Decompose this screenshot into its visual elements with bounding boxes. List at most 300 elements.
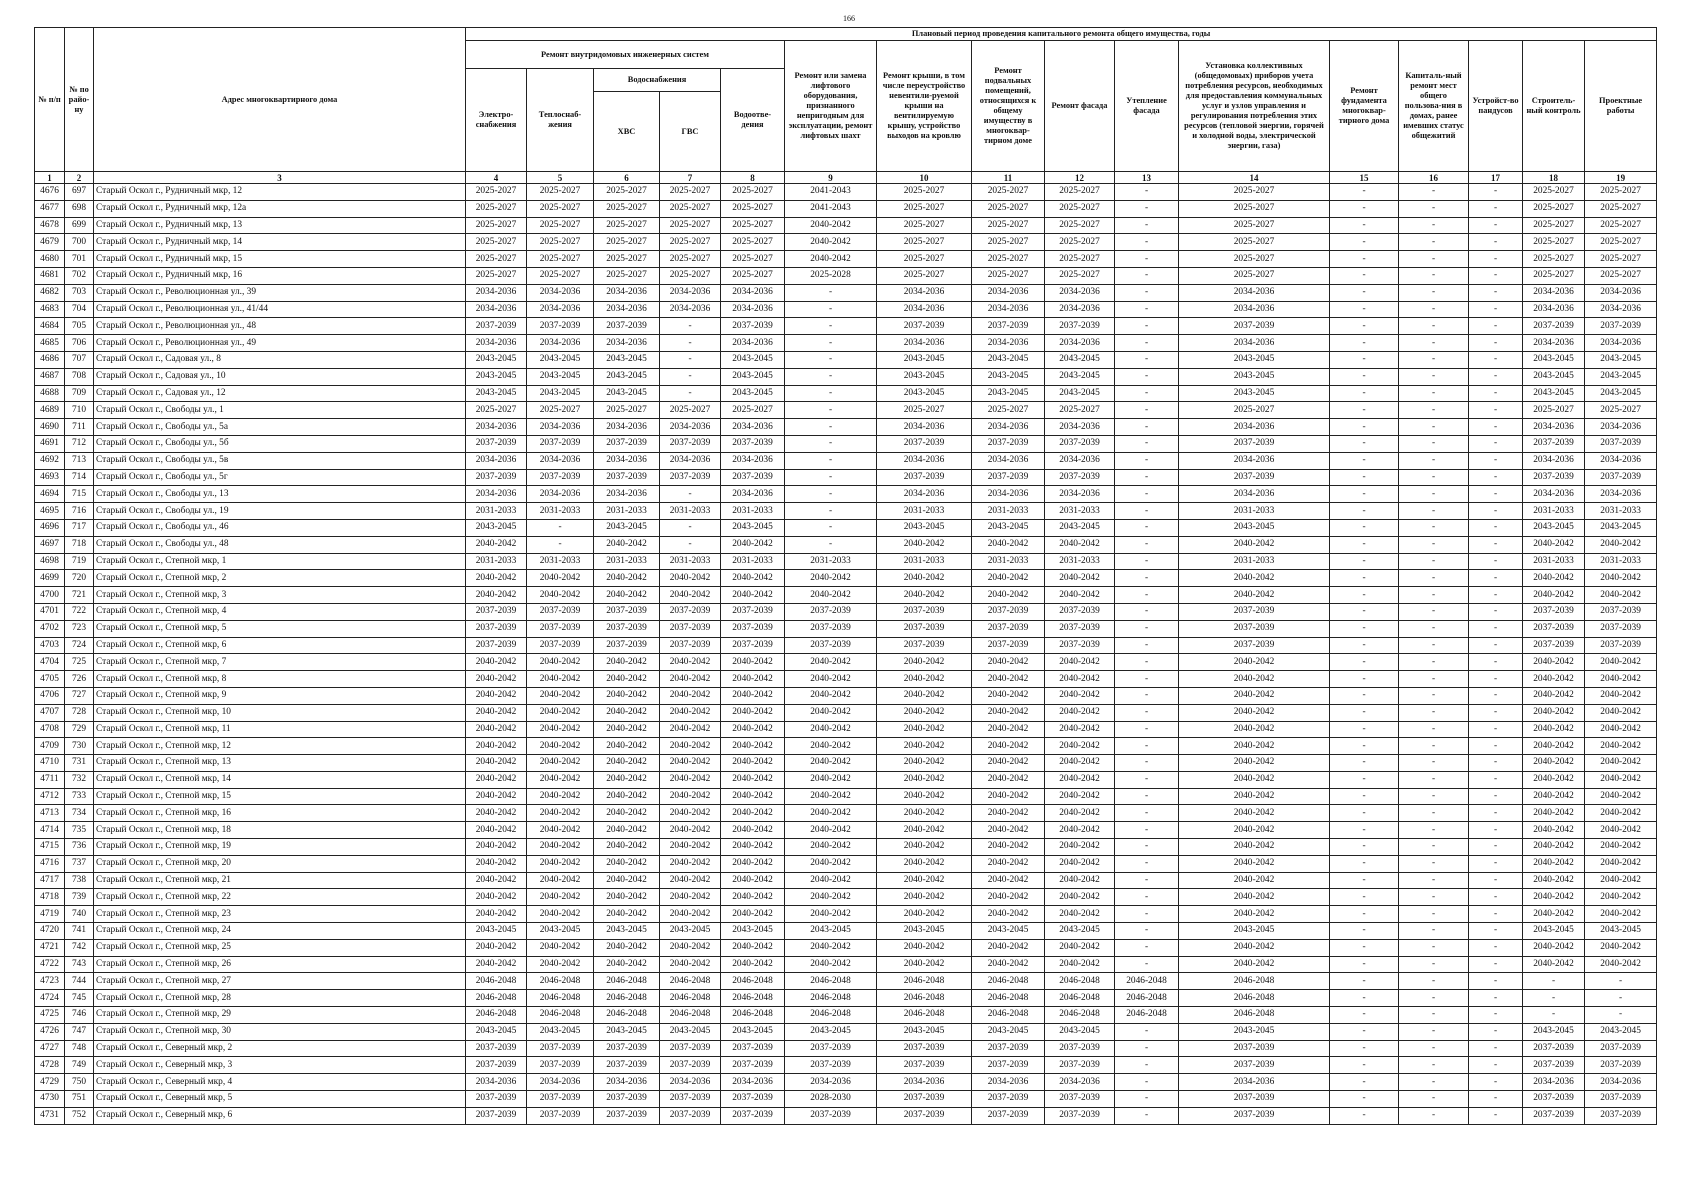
cell-drainage: 2040-2042	[721, 855, 785, 872]
cell-ramps: -	[1469, 469, 1523, 486]
table-row	[35, 1057, 1657, 1074]
cell-address: Старый Оскол г., Степной мкр, 25	[94, 939, 466, 956]
cell-heating: 2040-2042	[527, 721, 594, 738]
cell-num-district: 720	[65, 570, 94, 587]
cell-facade-insulation: -	[1115, 503, 1179, 520]
cell-cold-water: 2034-2036	[594, 301, 660, 318]
cell-design-works: 2025-2027	[1585, 267, 1657, 284]
cell-facade: 2034-2036	[1045, 284, 1115, 301]
cell-roof: 2034-2036	[877, 335, 972, 352]
cell-electricity: 2040-2042	[466, 721, 527, 738]
table-row	[35, 587, 1657, 604]
cell-facade-insulation: -	[1115, 671, 1179, 688]
cell-electricity: 2043-2045	[466, 385, 527, 402]
table-row	[35, 368, 1657, 385]
cell-construction-control: 2040-2042	[1523, 771, 1585, 788]
cell-electricity: 2025-2027	[466, 402, 527, 419]
cell-drainage: 2040-2042	[721, 654, 785, 671]
cell-meters: 2040-2042	[1179, 906, 1330, 923]
cell-foundation: -	[1330, 536, 1399, 553]
cell-roof: 2040-2042	[877, 687, 972, 704]
cell-num-district: 744	[65, 973, 94, 990]
cell-dormitory: -	[1399, 738, 1469, 755]
cell-meters: 2040-2042	[1179, 805, 1330, 822]
cell-foundation: -	[1330, 771, 1399, 788]
cell-construction-control: 2040-2042	[1523, 671, 1585, 688]
cell-drainage: 2043-2045	[721, 351, 785, 368]
cell-construction-control: 2034-2036	[1523, 335, 1585, 352]
capital-repair-plan-sheet	[34, 27, 1656, 1125]
cell-meters: 2046-2048	[1179, 1007, 1330, 1024]
cell-dormitory: -	[1399, 301, 1469, 318]
cell-drainage: 2040-2042	[721, 738, 785, 755]
cell-roof: 2034-2036	[877, 452, 972, 469]
cell-facade: 2040-2042	[1045, 906, 1115, 923]
cell-facade-insulation: -	[1115, 452, 1179, 469]
cell-meters: 2034-2036	[1179, 1074, 1330, 1091]
cell-basement: 2040-2042	[972, 704, 1045, 721]
cell-electricity: 2025-2027	[466, 267, 527, 284]
cell-facade: 2034-2036	[1045, 1074, 1115, 1091]
cell-construction-control: 2040-2042	[1523, 788, 1585, 805]
cell-elevator: 2041-2043	[785, 200, 877, 217]
cell-elevator: 2040-2042	[785, 704, 877, 721]
cell-cold-water: 2034-2036	[594, 335, 660, 352]
cell-hot-water: -	[660, 486, 721, 503]
cell-address: Старый Оскол г., Свободы ул., 5б	[94, 435, 466, 452]
table-row	[35, 771, 1657, 788]
cell-basement: 2046-2048	[972, 1007, 1045, 1024]
cell-roof: 2025-2027	[877, 267, 972, 284]
cell-meters: 2025-2027	[1179, 267, 1330, 284]
cell-facade: 2040-2042	[1045, 721, 1115, 738]
cell-hot-water: 2037-2039	[660, 1091, 721, 1108]
cell-elevator: 2031-2033	[785, 553, 877, 570]
cell-num-district: 715	[65, 486, 94, 503]
cell-facade: 2037-2039	[1045, 1057, 1115, 1074]
cell-num-district: 712	[65, 435, 94, 452]
cell-drainage: 2034-2036	[721, 486, 785, 503]
cell-basement: 2043-2045	[972, 519, 1045, 536]
cell-drainage: 2043-2045	[721, 368, 785, 385]
cell-meters: 2037-2039	[1179, 637, 1330, 654]
cell-meters: 2037-2039	[1179, 318, 1330, 335]
cell-basement: 2034-2036	[972, 1074, 1045, 1091]
cell-cold-water: 2040-2042	[594, 788, 660, 805]
cell-num-district: 727	[65, 687, 94, 704]
cell-dormitory: -	[1399, 1091, 1469, 1108]
cell-basement: 2025-2027	[972, 184, 1045, 201]
cell-construction-control: 2037-2039	[1523, 637, 1585, 654]
cell-heating: 2040-2042	[527, 956, 594, 973]
cell-construction-control: 2025-2027	[1523, 234, 1585, 251]
cell-address: Старый Оскол г., Революционная ул., 39	[94, 284, 466, 301]
cell-elevator: 2037-2039	[785, 603, 877, 620]
cell-design-works: 2040-2042	[1585, 872, 1657, 889]
cell-hot-water: 2034-2036	[660, 284, 721, 301]
cell-num-district: 742	[65, 939, 94, 956]
cell-roof: 2040-2042	[877, 788, 972, 805]
cell-elevator: 2037-2039	[785, 1107, 877, 1124]
cell-facade-insulation: -	[1115, 687, 1179, 704]
table-row	[35, 217, 1657, 234]
cell-electricity: 2037-2039	[466, 637, 527, 654]
cell-construction-control: -	[1523, 1007, 1585, 1024]
cell-electricity: 2040-2042	[466, 587, 527, 604]
cell-basement: 2040-2042	[972, 687, 1045, 704]
cell-cold-water: 2037-2039	[594, 637, 660, 654]
cell-electricity: 2031-2033	[466, 553, 527, 570]
cell-ramps: -	[1469, 687, 1523, 704]
cell-heating: 2034-2036	[527, 419, 594, 436]
cell-electricity: 2040-2042	[466, 822, 527, 839]
cell-facade: 2040-2042	[1045, 755, 1115, 772]
cell-dormitory: -	[1399, 654, 1469, 671]
cell-cold-water: 2040-2042	[594, 704, 660, 721]
cell-basement: 2031-2033	[972, 503, 1045, 520]
cell-num-district: 708	[65, 368, 94, 385]
table-row	[35, 788, 1657, 805]
cell-roof: 2037-2039	[877, 1040, 972, 1057]
table-row	[35, 335, 1657, 352]
cell-ramps: -	[1469, 990, 1523, 1007]
cell-electricity: 2034-2036	[466, 1074, 527, 1091]
cell-basement: 2040-2042	[972, 721, 1045, 738]
cell-dormitory: -	[1399, 1057, 1469, 1074]
cell-address: Старый Оскол г., Степной мкр, 6	[94, 637, 466, 654]
cell-dormitory: -	[1399, 973, 1469, 990]
cell-roof: 2040-2042	[877, 587, 972, 604]
cell-facade-insulation: -	[1115, 217, 1179, 234]
cell-electricity: 2046-2048	[466, 1007, 527, 1024]
cell-hot-water: -	[660, 351, 721, 368]
cell-basement: 2043-2045	[972, 385, 1045, 402]
cell-heating: 2031-2033	[527, 553, 594, 570]
cell-foundation: -	[1330, 755, 1399, 772]
cell-meters: 2031-2033	[1179, 553, 1330, 570]
cell-num: 4710	[35, 755, 65, 772]
cell-facade-insulation: -	[1115, 855, 1179, 872]
cell-facade: 2040-2042	[1045, 956, 1115, 973]
cell-heating: 2040-2042	[527, 570, 594, 587]
cell-basement: 2034-2036	[972, 301, 1045, 318]
table-row	[35, 1040, 1657, 1057]
cell-design-works: 2031-2033	[1585, 503, 1657, 520]
cell-facade-insulation: -	[1115, 620, 1179, 637]
cell-address: Старый Оскол г., Северный мкр, 5	[94, 1091, 466, 1108]
cell-ramps: -	[1469, 435, 1523, 452]
cell-drainage: 2025-2027	[721, 267, 785, 284]
cell-hot-water: 2037-2039	[660, 435, 721, 452]
cell-heating: 2037-2039	[527, 603, 594, 620]
cell-foundation: -	[1330, 587, 1399, 604]
cell-hot-water: 2037-2039	[660, 469, 721, 486]
cell-heating: 2037-2039	[527, 1057, 594, 1074]
cell-construction-control: 2034-2036	[1523, 284, 1585, 301]
cell-construction-control: 2040-2042	[1523, 587, 1585, 604]
cell-construction-control: 2031-2033	[1523, 553, 1585, 570]
cell-ramps: -	[1469, 839, 1523, 856]
cell-drainage: 2040-2042	[721, 570, 785, 587]
cell-drainage: 2040-2042	[721, 587, 785, 604]
cell-electricity: 2037-2039	[466, 469, 527, 486]
cell-design-works: 2025-2027	[1585, 217, 1657, 234]
cell-design-works: -	[1585, 973, 1657, 990]
cell-design-works: 2040-2042	[1585, 939, 1657, 956]
cell-meters: 2040-2042	[1179, 788, 1330, 805]
cell-design-works: 2043-2045	[1585, 519, 1657, 536]
cell-electricity: 2046-2048	[466, 990, 527, 1007]
cell-address: Старый Оскол г., Степной мкр, 27	[94, 973, 466, 990]
cell-num-district: 710	[65, 402, 94, 419]
cell-heating: 2043-2045	[527, 351, 594, 368]
cell-heating: 2034-2036	[527, 335, 594, 352]
table-row	[35, 385, 1657, 402]
cell-num-district: 750	[65, 1074, 94, 1091]
cell-dormitory: -	[1399, 503, 1469, 520]
cell-drainage: 2040-2042	[721, 839, 785, 856]
cell-foundation: -	[1330, 1074, 1399, 1091]
cell-basement: 2043-2045	[972, 351, 1045, 368]
cell-dormitory: -	[1399, 402, 1469, 419]
cell-heating: 2043-2045	[527, 385, 594, 402]
header-construction-control: Строитель-ный контроль	[1523, 41, 1585, 172]
cell-electricity: 2040-2042	[466, 872, 527, 889]
cell-facade-insulation: -	[1115, 1091, 1179, 1108]
cell-roof: 2040-2042	[877, 872, 972, 889]
cell-electricity: 2040-2042	[466, 805, 527, 822]
cell-dormitory: -	[1399, 637, 1469, 654]
cell-construction-control: 2043-2045	[1523, 519, 1585, 536]
cell-facade: 2040-2042	[1045, 587, 1115, 604]
cell-address: Старый Оскол г., Свободы ул., 19	[94, 503, 466, 520]
cell-num-district: 728	[65, 704, 94, 721]
cell-electricity: 2040-2042	[466, 956, 527, 973]
cell-electricity: 2040-2042	[466, 755, 527, 772]
cell-address: Старый Оскол г., Степной мкр, 16	[94, 805, 466, 822]
cell-heating: 2040-2042	[527, 872, 594, 889]
table-row	[35, 301, 1657, 318]
cell-hot-water: 2043-2045	[660, 1023, 721, 1040]
cell-roof: 2043-2045	[877, 923, 972, 940]
table-row	[35, 184, 1657, 201]
cell-dormitory: -	[1399, 1107, 1469, 1124]
table-row	[35, 721, 1657, 738]
cell-address: Старый Оскол г., Степной мкр, 8	[94, 671, 466, 688]
cell-num: 4695	[35, 503, 65, 520]
cell-facade-insulation: -	[1115, 1023, 1179, 1040]
cell-foundation: -	[1330, 351, 1399, 368]
column-number: 4	[466, 172, 527, 184]
table-row	[35, 889, 1657, 906]
cell-num: 4709	[35, 738, 65, 755]
cell-facade: 2040-2042	[1045, 687, 1115, 704]
cell-elevator: 2040-2042	[785, 654, 877, 671]
cell-elevator: 2043-2045	[785, 1023, 877, 1040]
table-row	[35, 839, 1657, 856]
cell-num: 4719	[35, 906, 65, 923]
cell-electricity: 2040-2042	[466, 788, 527, 805]
cell-facade: 2040-2042	[1045, 939, 1115, 956]
cell-design-works: 2037-2039	[1585, 603, 1657, 620]
cell-basement: 2037-2039	[972, 435, 1045, 452]
cell-construction-control: 2040-2042	[1523, 654, 1585, 671]
cell-electricity: 2037-2039	[466, 603, 527, 620]
cell-foundation: -	[1330, 906, 1399, 923]
cell-facade: 2040-2042	[1045, 872, 1115, 889]
cell-basement: 2037-2039	[972, 1057, 1045, 1074]
cell-num: 4712	[35, 788, 65, 805]
cell-facade: 2037-2039	[1045, 603, 1115, 620]
cell-roof: 2037-2039	[877, 469, 972, 486]
cell-drainage: 2037-2039	[721, 318, 785, 335]
header-roof: Ремонт крыши, в том числе переустройство невентили-руемой крыши на вентилируемую крышу, устройство выходов на кровлю	[877, 41, 972, 172]
cell-basement: 2040-2042	[972, 654, 1045, 671]
cell-meters: 2025-2027	[1179, 217, 1330, 234]
table-row	[35, 351, 1657, 368]
cell-roof: 2025-2027	[877, 184, 972, 201]
cell-facade-insulation: -	[1115, 486, 1179, 503]
cell-facade-insulation: -	[1115, 939, 1179, 956]
cell-design-works: 2037-2039	[1585, 318, 1657, 335]
cell-address: Старый Оскол г., Революционная ул., 48	[94, 318, 466, 335]
cell-construction-control: 2043-2045	[1523, 1023, 1585, 1040]
cell-elevator: 2046-2048	[785, 1007, 877, 1024]
cell-hot-water: 2025-2027	[660, 234, 721, 251]
cell-num: 4701	[35, 603, 65, 620]
cell-elevator: -	[785, 284, 877, 301]
cell-address: Старый Оскол г., Свободы ул., 13	[94, 486, 466, 503]
cell-ramps: -	[1469, 1074, 1523, 1091]
cell-roof: 2043-2045	[877, 368, 972, 385]
cell-meters: 2040-2042	[1179, 889, 1330, 906]
cell-foundation: -	[1330, 184, 1399, 201]
cell-foundation: -	[1330, 637, 1399, 654]
cell-drainage: 2040-2042	[721, 906, 785, 923]
cell-facade: 2037-2039	[1045, 1107, 1115, 1124]
cell-facade: 2040-2042	[1045, 536, 1115, 553]
cell-meters: 2043-2045	[1179, 385, 1330, 402]
header-heating: Теплоснаб-жения	[527, 69, 594, 172]
cell-heating: 2040-2042	[527, 671, 594, 688]
cell-construction-control: 2037-2039	[1523, 469, 1585, 486]
cell-foundation: -	[1330, 251, 1399, 268]
table-row	[35, 318, 1657, 335]
cell-basement: 2025-2027	[972, 200, 1045, 217]
table-row	[35, 973, 1657, 990]
cell-drainage: 2037-2039	[721, 603, 785, 620]
cell-facade: 2025-2027	[1045, 200, 1115, 217]
cell-electricity: 2043-2045	[466, 351, 527, 368]
cell-heating: 2043-2045	[527, 368, 594, 385]
cell-address: Старый Оскол г., Рудничный мкр, 13	[94, 217, 466, 234]
column-number: 19	[1585, 172, 1657, 184]
cell-ramps: -	[1469, 1091, 1523, 1108]
cell-construction-control: 2031-2033	[1523, 503, 1585, 520]
cell-basement: 2034-2036	[972, 486, 1045, 503]
cell-facade: 2040-2042	[1045, 704, 1115, 721]
cell-elevator: 2040-2042	[785, 805, 877, 822]
cell-roof: 2046-2048	[877, 1007, 972, 1024]
cell-roof: 2043-2045	[877, 1023, 972, 1040]
cell-num: 4696	[35, 519, 65, 536]
cell-num-district: 702	[65, 267, 94, 284]
cell-elevator: 2040-2042	[785, 671, 877, 688]
cell-facade: 2034-2036	[1045, 419, 1115, 436]
cell-cold-water: 2025-2027	[594, 200, 660, 217]
cell-num: 4690	[35, 419, 65, 436]
cell-facade: 2034-2036	[1045, 301, 1115, 318]
cell-dormitory: -	[1399, 318, 1469, 335]
cell-facade-insulation: 2046-2048	[1115, 990, 1179, 1007]
cell-drainage: 2034-2036	[721, 1074, 785, 1091]
cell-hot-water: 2037-2039	[660, 637, 721, 654]
cell-num: 4727	[35, 1040, 65, 1057]
cell-num-district: 746	[65, 1007, 94, 1024]
cell-num: 4691	[35, 435, 65, 452]
cell-roof: 2034-2036	[877, 301, 972, 318]
header-foundation: Ремонт фундамента многоквар-тирного дома	[1330, 41, 1399, 172]
cell-cold-water: 2031-2033	[594, 553, 660, 570]
cell-construction-control: 2040-2042	[1523, 570, 1585, 587]
cell-address: Старый Оскол г., Степной мкр, 1	[94, 553, 466, 570]
cell-elevator: 2046-2048	[785, 990, 877, 1007]
cell-meters: 2040-2042	[1179, 536, 1330, 553]
cell-construction-control: 2025-2027	[1523, 184, 1585, 201]
cell-drainage: 2025-2027	[721, 217, 785, 234]
cell-ramps: -	[1469, 1040, 1523, 1057]
cell-facade-insulation: 2046-2048	[1115, 973, 1179, 990]
cell-address: Старый Оскол г., Рудничный мкр, 12	[94, 184, 466, 201]
cell-facade-insulation: -	[1115, 889, 1179, 906]
column-number: 15	[1330, 172, 1399, 184]
cell-meters: 2034-2036	[1179, 335, 1330, 352]
cell-basement: 2040-2042	[972, 872, 1045, 889]
cell-drainage: 2043-2045	[721, 1023, 785, 1040]
cell-meters: 2037-2039	[1179, 435, 1330, 452]
cell-hot-water: 2046-2048	[660, 990, 721, 1007]
cell-heating: 2037-2039	[527, 435, 594, 452]
cell-roof: 2043-2045	[877, 351, 972, 368]
cell-dormitory: -	[1399, 553, 1469, 570]
cell-basement: 2040-2042	[972, 839, 1045, 856]
cell-meters: 2040-2042	[1179, 587, 1330, 604]
cell-cold-water: 2034-2036	[594, 419, 660, 436]
cell-roof: 2040-2042	[877, 939, 972, 956]
cell-heating: 2040-2042	[527, 738, 594, 755]
cell-electricity: 2040-2042	[466, 939, 527, 956]
cell-ramps: -	[1469, 654, 1523, 671]
cell-facade-insulation: -	[1115, 267, 1179, 284]
cell-design-works: 2043-2045	[1585, 923, 1657, 940]
table-row	[35, 519, 1657, 536]
cell-facade-insulation: -	[1115, 654, 1179, 671]
cell-cold-water: 2025-2027	[594, 234, 660, 251]
cell-construction-control: 2025-2027	[1523, 200, 1585, 217]
cell-roof: 2034-2036	[877, 486, 972, 503]
cell-facade: 2043-2045	[1045, 351, 1115, 368]
column-number: 8	[721, 172, 785, 184]
cell-facade-insulation: -	[1115, 469, 1179, 486]
cell-dormitory: -	[1399, 200, 1469, 217]
cell-basement: 2040-2042	[972, 755, 1045, 772]
cell-facade-insulation: -	[1115, 385, 1179, 402]
cell-dormitory: -	[1399, 956, 1469, 973]
cell-cold-water: 2040-2042	[594, 771, 660, 788]
cell-foundation: -	[1330, 990, 1399, 1007]
cell-elevator: 2040-2042	[785, 738, 877, 755]
cell-design-works: -	[1585, 1007, 1657, 1024]
